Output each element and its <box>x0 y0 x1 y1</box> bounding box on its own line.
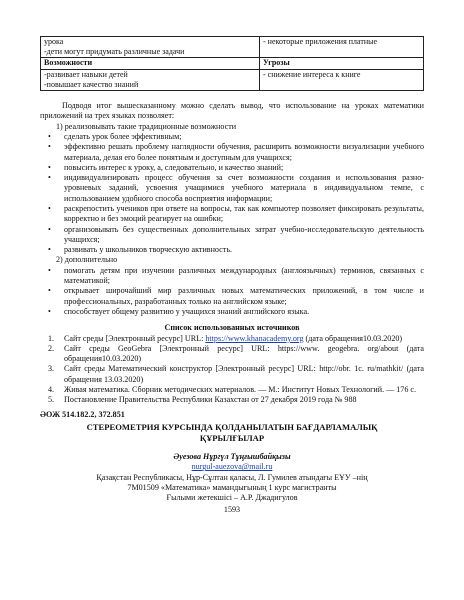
udk-code: ӘОЖ 514.182.2, 372.851 <box>40 409 125 419</box>
list-item <box>40 225 424 246</box>
group2-list <box>40 266 424 317</box>
reference-number: 1. <box>48 333 55 343</box>
reference-number: 3. <box>48 364 55 374</box>
list-item-text: открывает широчайший мир различных новых математических приложений, в том числе и профессиональных, разработанных только на английском языке; <box>64 286 424 306</box>
cell-line: -дети могут придумать различные задачи <box>44 47 185 57</box>
table-header-threats: Угрозы <box>260 58 424 69</box>
group1-heading: 1) реализовывать такие традиционные возможности <box>56 121 237 131</box>
group1-list <box>40 132 424 256</box>
cell-line: урока <box>44 37 64 46</box>
group2-heading: 2) дополнительно <box>56 255 118 265</box>
article-title <box>40 422 424 444</box>
bullet-icon: • <box>48 245 51 255</box>
table-row <box>41 69 424 90</box>
list-item <box>40 307 424 317</box>
swot-table <box>40 36 424 91</box>
intro-paragraph: Подводя итог вышесказанному можно сделать вывод, что использование на уроках математики приложений на трех языках позволяет: <box>40 101 424 121</box>
reference-item <box>40 364 424 385</box>
title-line: ҚҰРЫЛҒЫЛАР <box>199 432 265 443</box>
reference-number: 4. <box>48 385 55 395</box>
bullet-icon: • <box>48 162 51 172</box>
reference-item <box>40 385 424 395</box>
reference-link[interactable]: https://www.khanacademy.org <box>205 333 304 343</box>
author-name: Әуезова Нұргүл Тұңғышбайқызы <box>173 451 291 461</box>
reference-item <box>40 395 424 405</box>
table-cell <box>41 69 260 90</box>
supervisor-line: Ғылыми жетекшісі – А.Р. Джадигулов <box>166 493 298 503</box>
references-heading: Список использованных источников <box>164 323 300 333</box>
list-item-text: помогать детям при изучении различных международных (англоязычных) терминов, связанных с математикой; <box>64 265 424 286</box>
author-email-link[interactable]: nurgul-auezova@mail.ru <box>191 462 273 472</box>
bullet-icon: • <box>48 265 51 275</box>
reference-item <box>40 344 424 365</box>
list-item-text: эффективно решать проблему наглядности обучения, расширить возможности визуализации учебного материала, делая его более понятным и доступным для учащихся; <box>64 142 424 162</box>
bullet-icon: • <box>48 224 51 234</box>
page-number: 1593 <box>223 505 241 515</box>
cell-line: -развивает навыки детей <box>44 69 128 79</box>
list-item <box>40 204 424 225</box>
bullet-icon: • <box>48 203 51 213</box>
table-header-opportunities: Возможности <box>41 58 260 69</box>
bullet-icon: • <box>48 173 51 183</box>
reference-text-tail: (дата обращения10.03.2020) <box>303 333 403 343</box>
list-item <box>40 173 424 204</box>
reference-text: Живая математика. Сборник методических материалов. — М.: Институт Новых Технологий. — 176 с. <box>64 385 417 395</box>
title-line: СТЕРЕОМЕТРИЯ КУРСЫНДА ҚОЛДАНЫЛАТЫН БАҒДАРЛАМАЛЫҚ <box>86 421 378 432</box>
reference-number: 5. <box>48 395 55 405</box>
affiliation-line: 7М01509 «Математика» мамандығының 1 курс магистранты <box>127 482 337 492</box>
cell-line: -повышает качество знаний <box>44 79 139 89</box>
cell-line: - снижение интереса к книге <box>263 69 361 79</box>
bullet-icon: • <box>48 286 51 296</box>
bullet-icon: • <box>48 306 51 316</box>
list-item-text: раскрепостить учеников при ответе на вопросы, так как компьютер позволяет фиксировать результаты, корректно и без эмоций реагирует на ошибки; <box>64 203 424 224</box>
list-item-text: развивать у школьников творческую активность. <box>64 245 233 255</box>
list-item <box>40 163 424 173</box>
table-cell <box>41 37 260 58</box>
list-item-text: организовывать без существенных дополнительных затрат учебно-исследовательскую деятельность учащихся; <box>64 224 424 244</box>
reference-text: Сайт среды Математический конструктор [Электронный ресурс] URL: http://obr. 1c. ru/mathkit/ (дата обращения 13.03.2020) <box>64 364 424 384</box>
list-item-text: индивидуализировать процесс обучения за счет возможности создания и использования разно-уровневых заданий, усвоения учащимися учебного материала в индивидуальном темпе, с использованием удобного способа восприятия информации; <box>64 173 424 203</box>
reference-text: Сайт среды GeoGebra [Электронный ресурс] URL: https://www. geogebra. org/about (дата обращения10.03.2020) <box>64 343 424 364</box>
reference-text: Сайт среды [Электронный ресурс] URL: <box>64 333 206 343</box>
bullet-icon: • <box>48 131 51 141</box>
list-item-text: сделать урок более эффективным; <box>64 131 182 141</box>
list-item <box>40 266 424 287</box>
cell-line: - некоторые приложения платные <box>263 37 378 46</box>
reference-text: Постановление Правительства Республики Казахстан от 27 декабря 2019 года № 988 <box>64 395 357 405</box>
list-item <box>40 286 424 307</box>
list-item <box>40 245 424 255</box>
document-page <box>40 36 424 516</box>
list-item <box>40 132 424 142</box>
list-item-text: повысить интерес к уроку, а, следовательно, и качество знаний; <box>64 162 284 172</box>
table-cell <box>260 69 424 90</box>
reference-item <box>40 334 424 344</box>
table-cell <box>260 37 424 58</box>
list-item-text: способствует общему развитию у учащихся знаний английского языка. <box>64 306 310 316</box>
list-item <box>40 142 424 163</box>
table-row <box>41 37 424 58</box>
bullet-icon: • <box>48 142 51 152</box>
references-list <box>40 334 424 406</box>
reference-number: 2. <box>48 343 55 353</box>
table-row <box>41 58 424 69</box>
affiliation-line: Қазақстан Республикасы, Нұр-Сұлтан қаласы, Л. Гумилев атындағы ЕҰУ –нің <box>96 472 368 482</box>
